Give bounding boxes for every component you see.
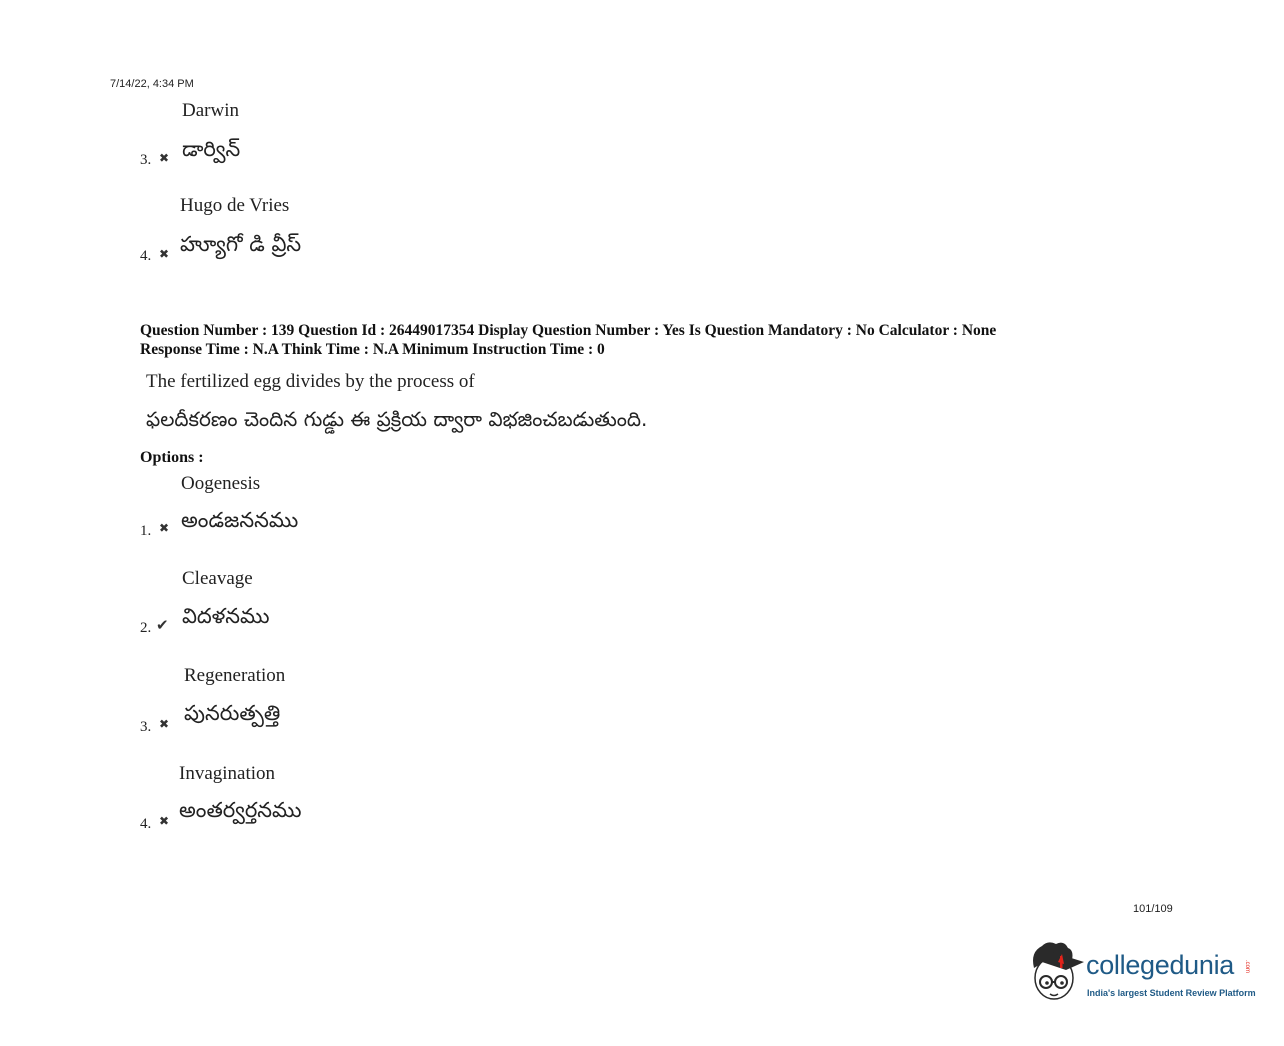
option-2-english: Cleavage (182, 568, 253, 589)
option-1-english: Oogenesis (181, 473, 261, 494)
option-3-telugu: పునరుత్పత్తి (184, 701, 281, 725)
check-mark-icon: ✔ (156, 616, 169, 634)
question-meta-line2: Response Time : N.A Think Time : N.A Minimum Instruction Time : 0 (140, 341, 605, 358)
question-meta-line1: Question Number : 139 Question Id : 26449017354 Display Question Number : Yes Is Question Mandatory : No Calculator : None (140, 322, 997, 339)
logo-wordmark: collegedunia (1086, 950, 1235, 980)
mascot-icon (1026, 938, 1088, 1012)
option-2-telugu: విదళనము (182, 604, 270, 628)
prev-option-3-english: Darwin (182, 100, 239, 121)
option-3-english: Regeneration (184, 665, 286, 686)
collegedunia-logo (1026, 938, 1256, 1012)
option-1-number: 1. (140, 523, 152, 539)
prev-option-4-telugu: హ్యూగో డి వ్రీస్ (180, 232, 302, 256)
option-3-number: 3. (140, 719, 152, 735)
prev-option-4-english: Hugo de Vries (180, 195, 290, 216)
logo-domain-suffix: .com (1244, 960, 1250, 974)
option-4-number: 4. (140, 816, 152, 832)
page-number: 101/109 (1133, 903, 1173, 915)
options-label: Options : (140, 449, 204, 466)
question-text-english: The fertilized egg divides by the process of (146, 371, 475, 392)
logo-tagline: India's largest Student Review Platform (1087, 988, 1256, 998)
option-4-english: Invagination (179, 763, 276, 784)
option-4-telugu: అంతర్వర్తనము (179, 798, 302, 822)
option-1-telugu: అండజననము (181, 508, 299, 532)
cross-mark-icon: ✖ (159, 521, 170, 535)
question-text-telugu: ఫలదీకరణం చెందిన గుడ్డు ఈ ప్రక్రియ ద్వారా విభజించబడుతుంది. (146, 407, 648, 431)
prev-option-3-telugu: డార్విన్ (182, 137, 241, 161)
option-2-number: 2. (140, 620, 152, 636)
cross-mark-icon: ✖ (159, 151, 170, 165)
cross-mark-icon: ✖ (159, 717, 170, 731)
print-timestamp: 7/14/22, 4:34 PM (110, 78, 194, 90)
prev-option-3-number: 3. (140, 152, 152, 168)
cross-mark-icon: ✖ (159, 814, 170, 828)
prev-option-4-number: 4. (140, 248, 152, 264)
cross-mark-icon: ✖ (159, 247, 170, 261)
